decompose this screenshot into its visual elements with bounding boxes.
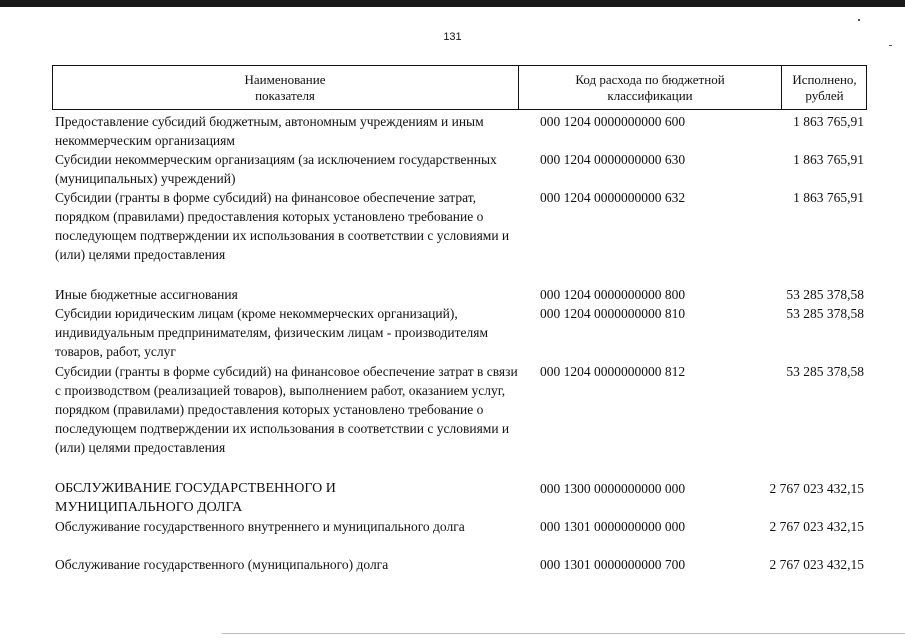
row-amount: 2 767 023 432,15 <box>769 481 864 496</box>
row-name: ОБСЛУЖИВАНИЕ ГОСУДАРСТВЕННОГО И МУНИЦИПАЛЬНОГО ДОЛГА <box>55 481 336 515</box>
row-amount: 1 863 765,91 <box>793 190 864 205</box>
row-amount: 1 863 765,91 <box>793 114 864 129</box>
row-name: Обслуживание государственного (муниципального) долга <box>55 557 389 572</box>
header-name-label: Наименование показателя <box>244 71 326 103</box>
row-name: Субсидии (гранты в форме субсидий) на финансовое обеспечение затрат, порядком (правилами) предоставления которых установлено требование о последующем подтверждении их использования в соответствии с условиями и (или) целями предоставления <box>55 190 510 262</box>
header-code-column <box>518 66 781 109</box>
row-code: 000 1204 0000000000 800 <box>540 287 686 302</box>
scan-speck <box>889 45 892 46</box>
header-name-column <box>53 66 517 109</box>
row-amount: 53 285 378,58 <box>786 364 864 379</box>
row-amount: 53 285 378,58 <box>786 306 864 321</box>
header-amount-column <box>781 66 867 109</box>
row-amount: 2 767 023 432,15 <box>769 519 864 534</box>
row-code: 000 1301 0000000000 000 <box>540 519 686 534</box>
row-name: Предоставление субсидий бюджетным, автономным учреждениям и иным некоммерческим организациям <box>55 114 484 148</box>
header-amount-label: Исполнено, рублей <box>792 71 857 103</box>
page-number: 131 <box>443 31 462 43</box>
row-code: 000 1300 0000000000 000 <box>540 481 686 496</box>
row-amount: 1 863 765,91 <box>793 152 864 167</box>
scan-bottom-edge <box>222 633 905 634</box>
scan-speck <box>858 19 860 21</box>
row-name: Субсидии (гранты в форме субсидий) на финансовое обеспечение затрат в связи с производством (реализацией товаров), выполнением работ, оказанием услуг, порядком (правилами) предоставления которых установлено требование о последующем подтверждении их использования в соответствии с условиями и (или) целями предоставления <box>55 364 518 455</box>
row-code: 000 1301 0000000000 700 <box>540 557 686 572</box>
row-amount: 53 285 378,58 <box>786 287 864 302</box>
row-code: 000 1204 0000000000 600 <box>540 114 686 129</box>
row-name: Субсидии некоммерческим организациям (за исключением государственных (муниципальных) учреждений) <box>55 152 497 186</box>
row-name: Обслуживание государственного внутреннего и муниципального долга <box>55 519 465 534</box>
row-code: 000 1204 0000000000 630 <box>540 152 686 167</box>
table-header <box>52 65 867 110</box>
row-code: 000 1204 0000000000 810 <box>540 306 686 321</box>
row-name: Субсидии юридическим лицам (кроме некоммерческих организаций), индивидуальным предпринимателям, физическим лицам - производителям товаров, работ, услуг <box>55 306 489 359</box>
row-amount: 2 767 023 432,15 <box>769 557 864 572</box>
header-code-label: Код расхода по бюджетной классификации <box>575 71 725 103</box>
scan-top-border <box>0 0 905 7</box>
row-code: 000 1204 0000000000 632 <box>540 190 686 205</box>
row-code: 000 1204 0000000000 812 <box>540 364 686 379</box>
row-name: Иные бюджетные ассигнования <box>55 287 238 302</box>
